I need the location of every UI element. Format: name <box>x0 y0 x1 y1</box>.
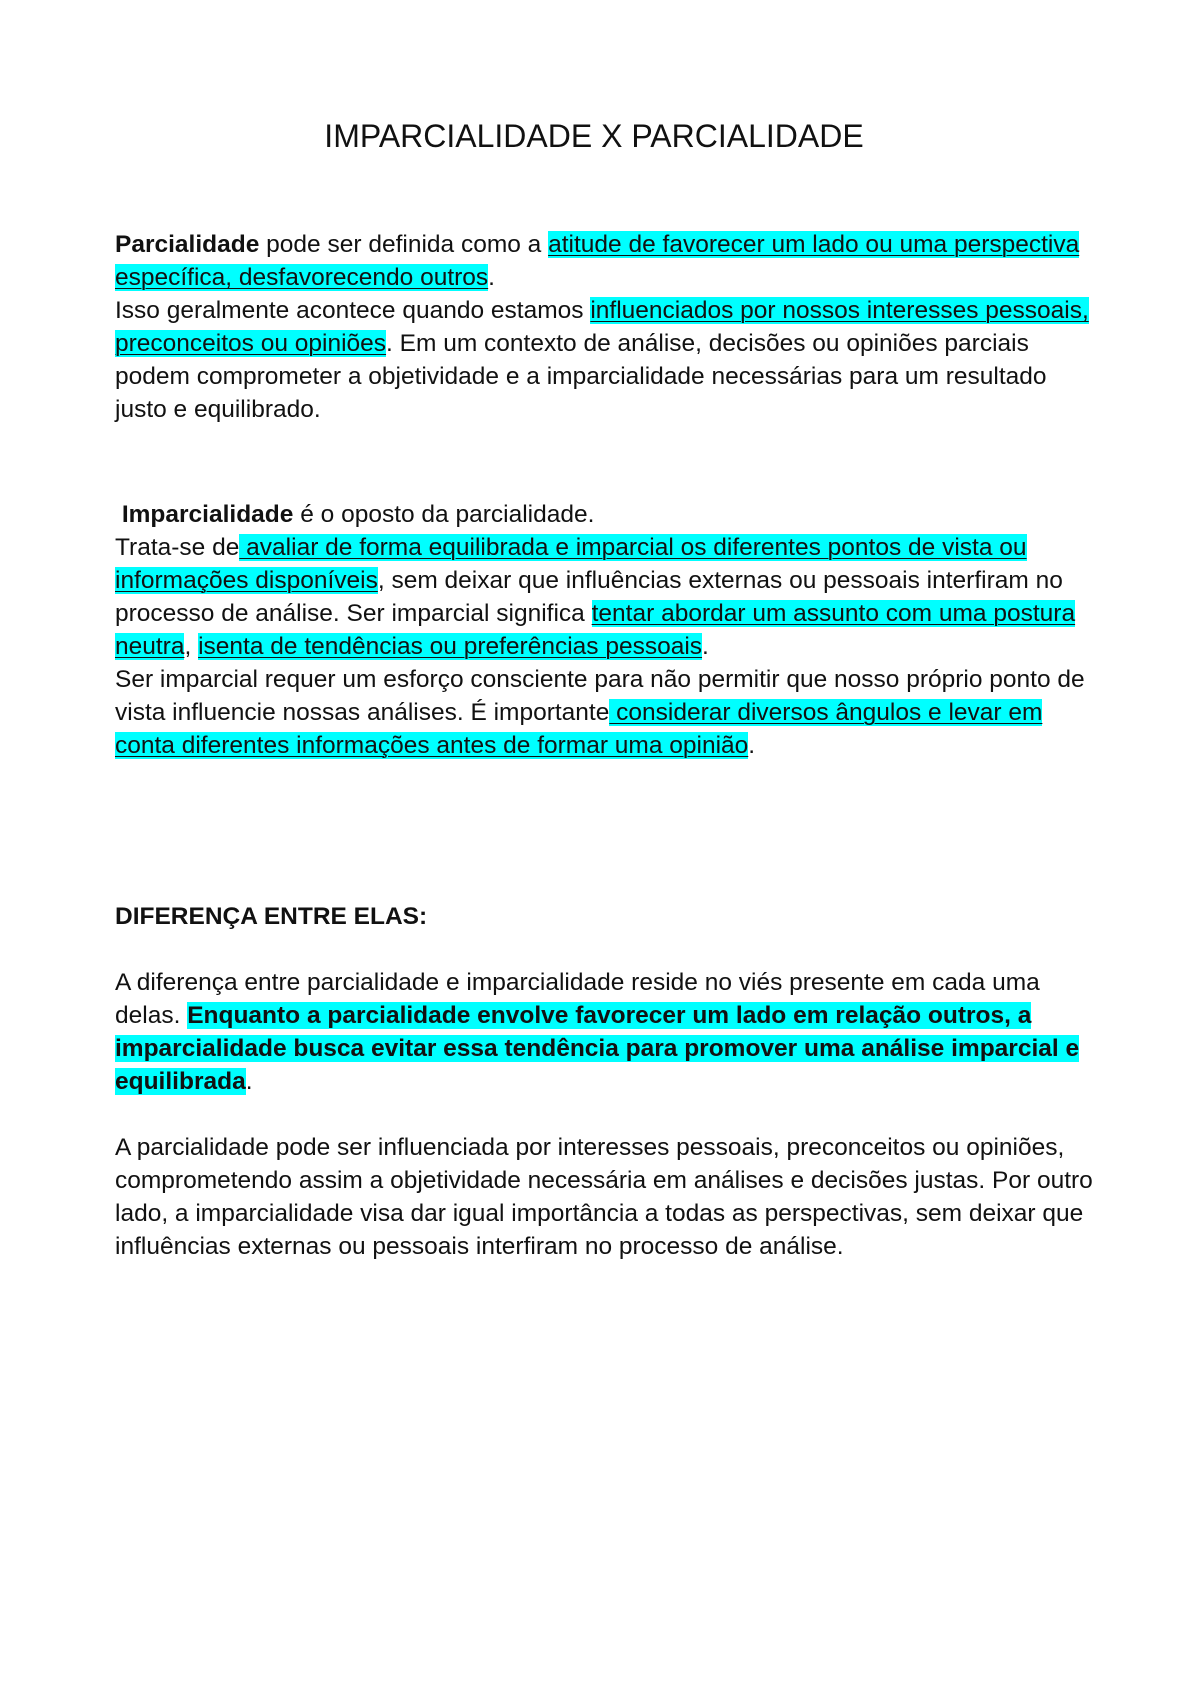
highlight: considerar diversos ângulos e levar em conta diferentes informações antes de formar uma opinião <box>115 699 1043 759</box>
section-parcialidade <box>115 228 1105 426</box>
paragraph <box>115 663 1105 762</box>
text-run: . <box>488 264 495 291</box>
highlight: isenta de tendências ou preferências pessoais <box>198 633 703 660</box>
text-run: Trata-se de <box>115 534 240 561</box>
text-run: . <box>702 633 709 660</box>
paragraph <box>115 498 1105 531</box>
highlight: atitude de favorecer um lado ou uma perspectiva específica, desfavorecendo outros <box>115 231 1080 291</box>
highlight: avaliar de forma equilibrada e imparcial os diferentes pontos de vista ou informações disponíveis <box>115 534 1027 594</box>
document-title: IMPARCIALIDADE X PARCIALIDADE <box>324 118 864 154</box>
text-run: . Em um contexto de análise, decisões ou opiniões parciais podem comprometer a objetividade e a imparcialidade necessárias para um resultado justo e equilibrado. <box>115 330 1047 423</box>
section-imparcialidade <box>115 498 1105 762</box>
text-run: pode ser definida como a <box>259 231 549 258</box>
highlight: Enquanto a parcialidade envolve favorecer um lado em relação outros, a imparcialidade busca evitar essa tendência para promover uma análise imparcial e equilibrada <box>115 1002 1080 1095</box>
highlight: tentar abordar um assunto com uma postura neutra <box>115 600 1076 660</box>
paragraph <box>115 531 1105 663</box>
term-parcialidade: Parcialidade <box>115 231 260 258</box>
paragraph <box>115 228 1105 294</box>
text-run: A diferença entre parcialidade e imparcialidade reside no viés presente em cada uma delas. <box>115 969 1040 1029</box>
text-run: Isso geralmente acontece quando estamos <box>115 297 591 324</box>
paragraph: A parcialidade pode ser influenciada por interesses pessoais, preconceitos ou opiniões, comprometendo assim a objetividade necessária em análises e decisões justas. Por outro lado, a imparcialidade visa dar igual importância a todas as perspectivas, sem deixar que influências externas ou pessoais interfiram no processo de análise. <box>115 1134 1093 1260</box>
section-heading: DIFERENÇA ENTRE ELAS: <box>115 903 428 930</box>
text-run: . <box>748 732 756 759</box>
section-diferenca <box>115 900 1105 1263</box>
text-run: , <box>184 633 199 660</box>
term-imparcialidade: Imparcialidade <box>121 501 294 528</box>
paragraph <box>115 966 1105 1098</box>
highlight: influenciados por nossos interesses pessoais, preconceitos ou opiniões <box>115 297 1089 357</box>
text-run: , sem deixar que influências externas ou pessoais interfiram no processo de análise. Ser imparcial significa <box>115 567 1063 627</box>
text-run: . <box>245 1068 253 1095</box>
text-run: Ser imparcial requer um esforço consciente para não permitir que nosso próprio ponto de vista influencie nossas análises. É importante <box>115 666 1085 726</box>
text-run: é o oposto da parcialidade. <box>293 501 595 528</box>
paragraph <box>115 294 1105 426</box>
